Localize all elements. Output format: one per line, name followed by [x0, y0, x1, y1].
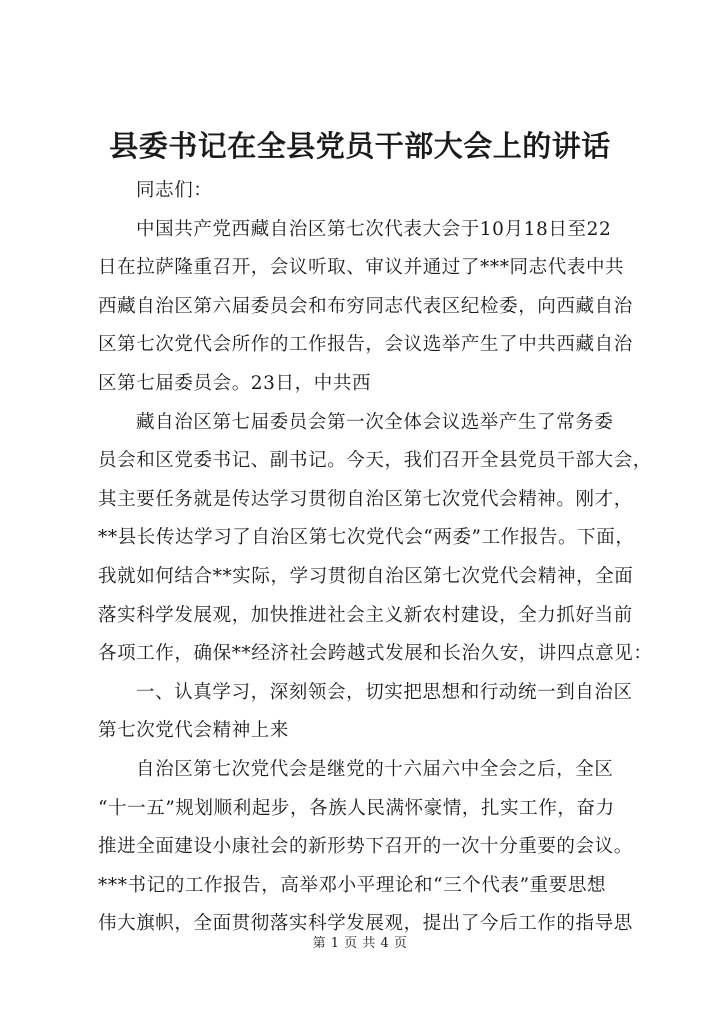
paragraph-line: 推进全面建设小康社会的新形势下召开的一次十分重要的会议。: [98, 836, 633, 858]
paragraph-line: 自治区第七次党代会是继党的十六届六中全会之后，全区: [136, 758, 614, 780]
paragraph-line: 我就如何结合**实际，学习贯彻自治区第七次党代会精神，全面: [98, 565, 634, 587]
page-footer: 第 1 页 共 4 页: [312, 936, 408, 951]
paragraph-line: “十一五”规划顺利起步，各族人民满怀豪情，扎实工作，奋力: [98, 797, 615, 819]
paragraph-line: 员会和区党委书记、副书记。今天，我们召开全县党员干部大会，: [98, 450, 652, 472]
paragraph-line: 区第七届委员会。23日，中共西: [98, 372, 372, 394]
paragraph-line: 落实科学发展观，加快推进社会主义新农村建设，全力抓好当前: [98, 604, 633, 626]
paragraph-line: 伟大旗帜，全面贯彻落实科学发展观，提出了今后工作的指导思: [98, 913, 633, 935]
paragraph-line: 区第七次党代会所作的工作报告，会议选举产生了中共西藏自治: [98, 334, 633, 356]
section-heading-line: 第七次党代会精神上来: [98, 720, 290, 742]
paragraph-line: **县长传达学习了自治区第七次党代会“两委”工作报告。下面，: [98, 527, 635, 549]
document-title: 县委书记在全县党员干部大会上的讲话: [109, 129, 611, 163]
paragraph-line: 西藏自治区第六届委员会和布穷同志代表区纪检委，向西藏自治: [98, 295, 633, 317]
document-body: [98, 172, 653, 944]
paragraph-line: 日在拉萨隆重召开，会议听取、审议并通过了***同志代表中共: [98, 257, 625, 279]
paragraph-line: 各项工作，确保**经济社会跨越式发展和长治久安，讲四点意见：: [98, 643, 653, 665]
paragraph-line: ***书记的工作报告，高举邓小平理论和“三个代表”重要思想: [98, 874, 607, 896]
salutation-line: 同志们：: [136, 180, 213, 201]
paragraph-line: 藏自治区第七届委员会第一次全体会议选举产生了常务委: [136, 411, 614, 433]
paragraph-line: 中国共产党西藏自治区第七次代表大会于10月18日至22: [136, 218, 612, 240]
section-heading-line: 一、认真学习，深刻领会，切实把思想和行动统一到自治区: [136, 681, 633, 703]
paragraph-line: 其主要任务就是传达学习贯彻自治区第七次党代会精神。刚才，: [98, 488, 633, 510]
